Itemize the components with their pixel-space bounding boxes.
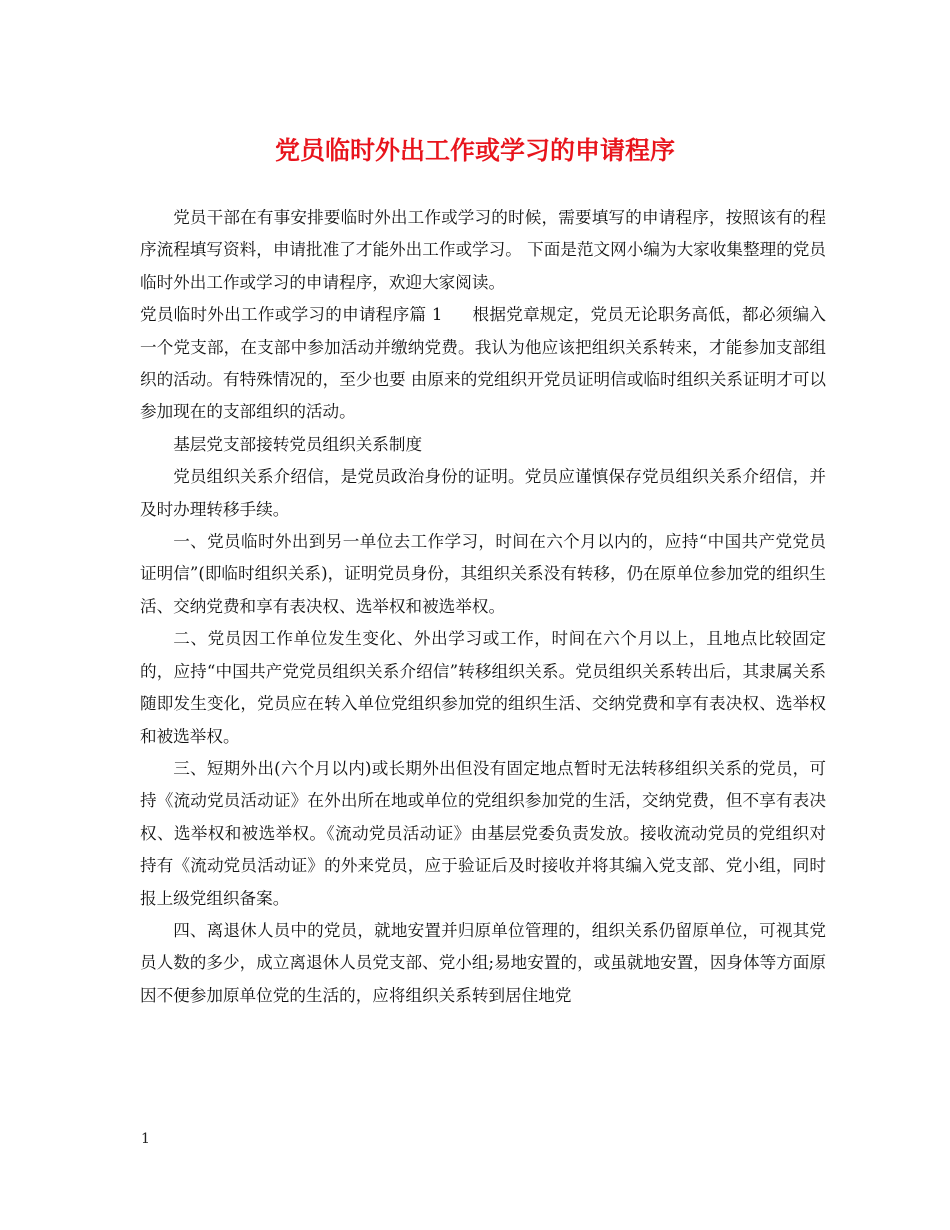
document-body <box>140 202 826 1012</box>
section-lead-text: 根据党章规定，党员无论职务高低，都必须编入一个党支部，在支部中参加活动并缴纳党费。我认为他应该把组织关系转来，才能参加支部组织的活动。有特殊情况的，至少也要 由原来的党组织开党员证明信或临时组织关系证明才可以参加现在的支部组织的活动。 <box>140 305 826 422</box>
page-number: 1 <box>141 1131 150 1147</box>
rule-paragraph-4: 四、离退休人员中的党员，就地安置并归原单位管理的，组织关系仍留原单位，可视其党员人数的多少，成立离退休人员党支部、党小组;易地安置的，或虽就地安置，因身体等方面原因不便参加原单位党的生活的，应将组织关系转到居住地党 <box>140 920 826 1005</box>
letter-paragraph: 党员组织关系介绍信，是党员政治身份的证明。党员应谨慎保存党员组织关系介绍信，并及时办理转移手续。 <box>140 467 826 519</box>
rule-paragraph-2: 二、党员因工作单位发生变化、外出学习或工作，时间在六个月以上，且地点比较固定的，应持“中国共产党党员组织关系介绍信”转移组织关系。党员组织关系转出后，其隶属关系随即发生变化，党员应在转入单位党组织参加党的组织生活、交纳党费和享有表决权、选举权和被选举权。 <box>140 629 826 746</box>
rule-paragraph-1: 一、党员临时外出到另一单位去工作学习，时间在六个月以内的，应持“中国共产党党员证明信”(即临时组织关系)，证明党员身份，其组织关系没有转移，仍在原单位参加党的组织生活、交纳党费和享有表决权、选举权和被选举权。 <box>140 532 826 616</box>
rule-paragraph-3: 三、短期外出(六个月以内)或长期外出但没有固定地点暂时无法转移组织关系的党员，可持《流动党员活动证》在外出所在地或单位的党组织参加党的生活，交纳党费，但不享有表决权、选举权和被选举权。《流动党员活动证》由基层党委负责发放。接收流动党员的党组织对持有《流动党员活动证》的外来党员，应于验证后及时接收并将其编入党支部、党小组，同时报上级党组织备案。 <box>140 758 826 908</box>
section-heading: 党员临时外出工作或学习的申请程序篇 1 <box>140 305 443 325</box>
subtitle-line: 基层党支部接转党员组织关系制度 <box>173 434 423 454</box>
document-title: 党员临时外出工作或学习的申请程序 <box>274 136 675 165</box>
intro-paragraph: 党员干部在有事安排要临时外出工作或学习的时候，需要填写的申请程序，按照该有的程序流程填写资料，申请批准了才能外出工作或学习。 下面是范文网小编为大家收集整理的党员临时外出工作或学习的申请程序，欢迎大家阅读。 <box>140 208 826 292</box>
section-paragraph <box>140 299 826 429</box>
